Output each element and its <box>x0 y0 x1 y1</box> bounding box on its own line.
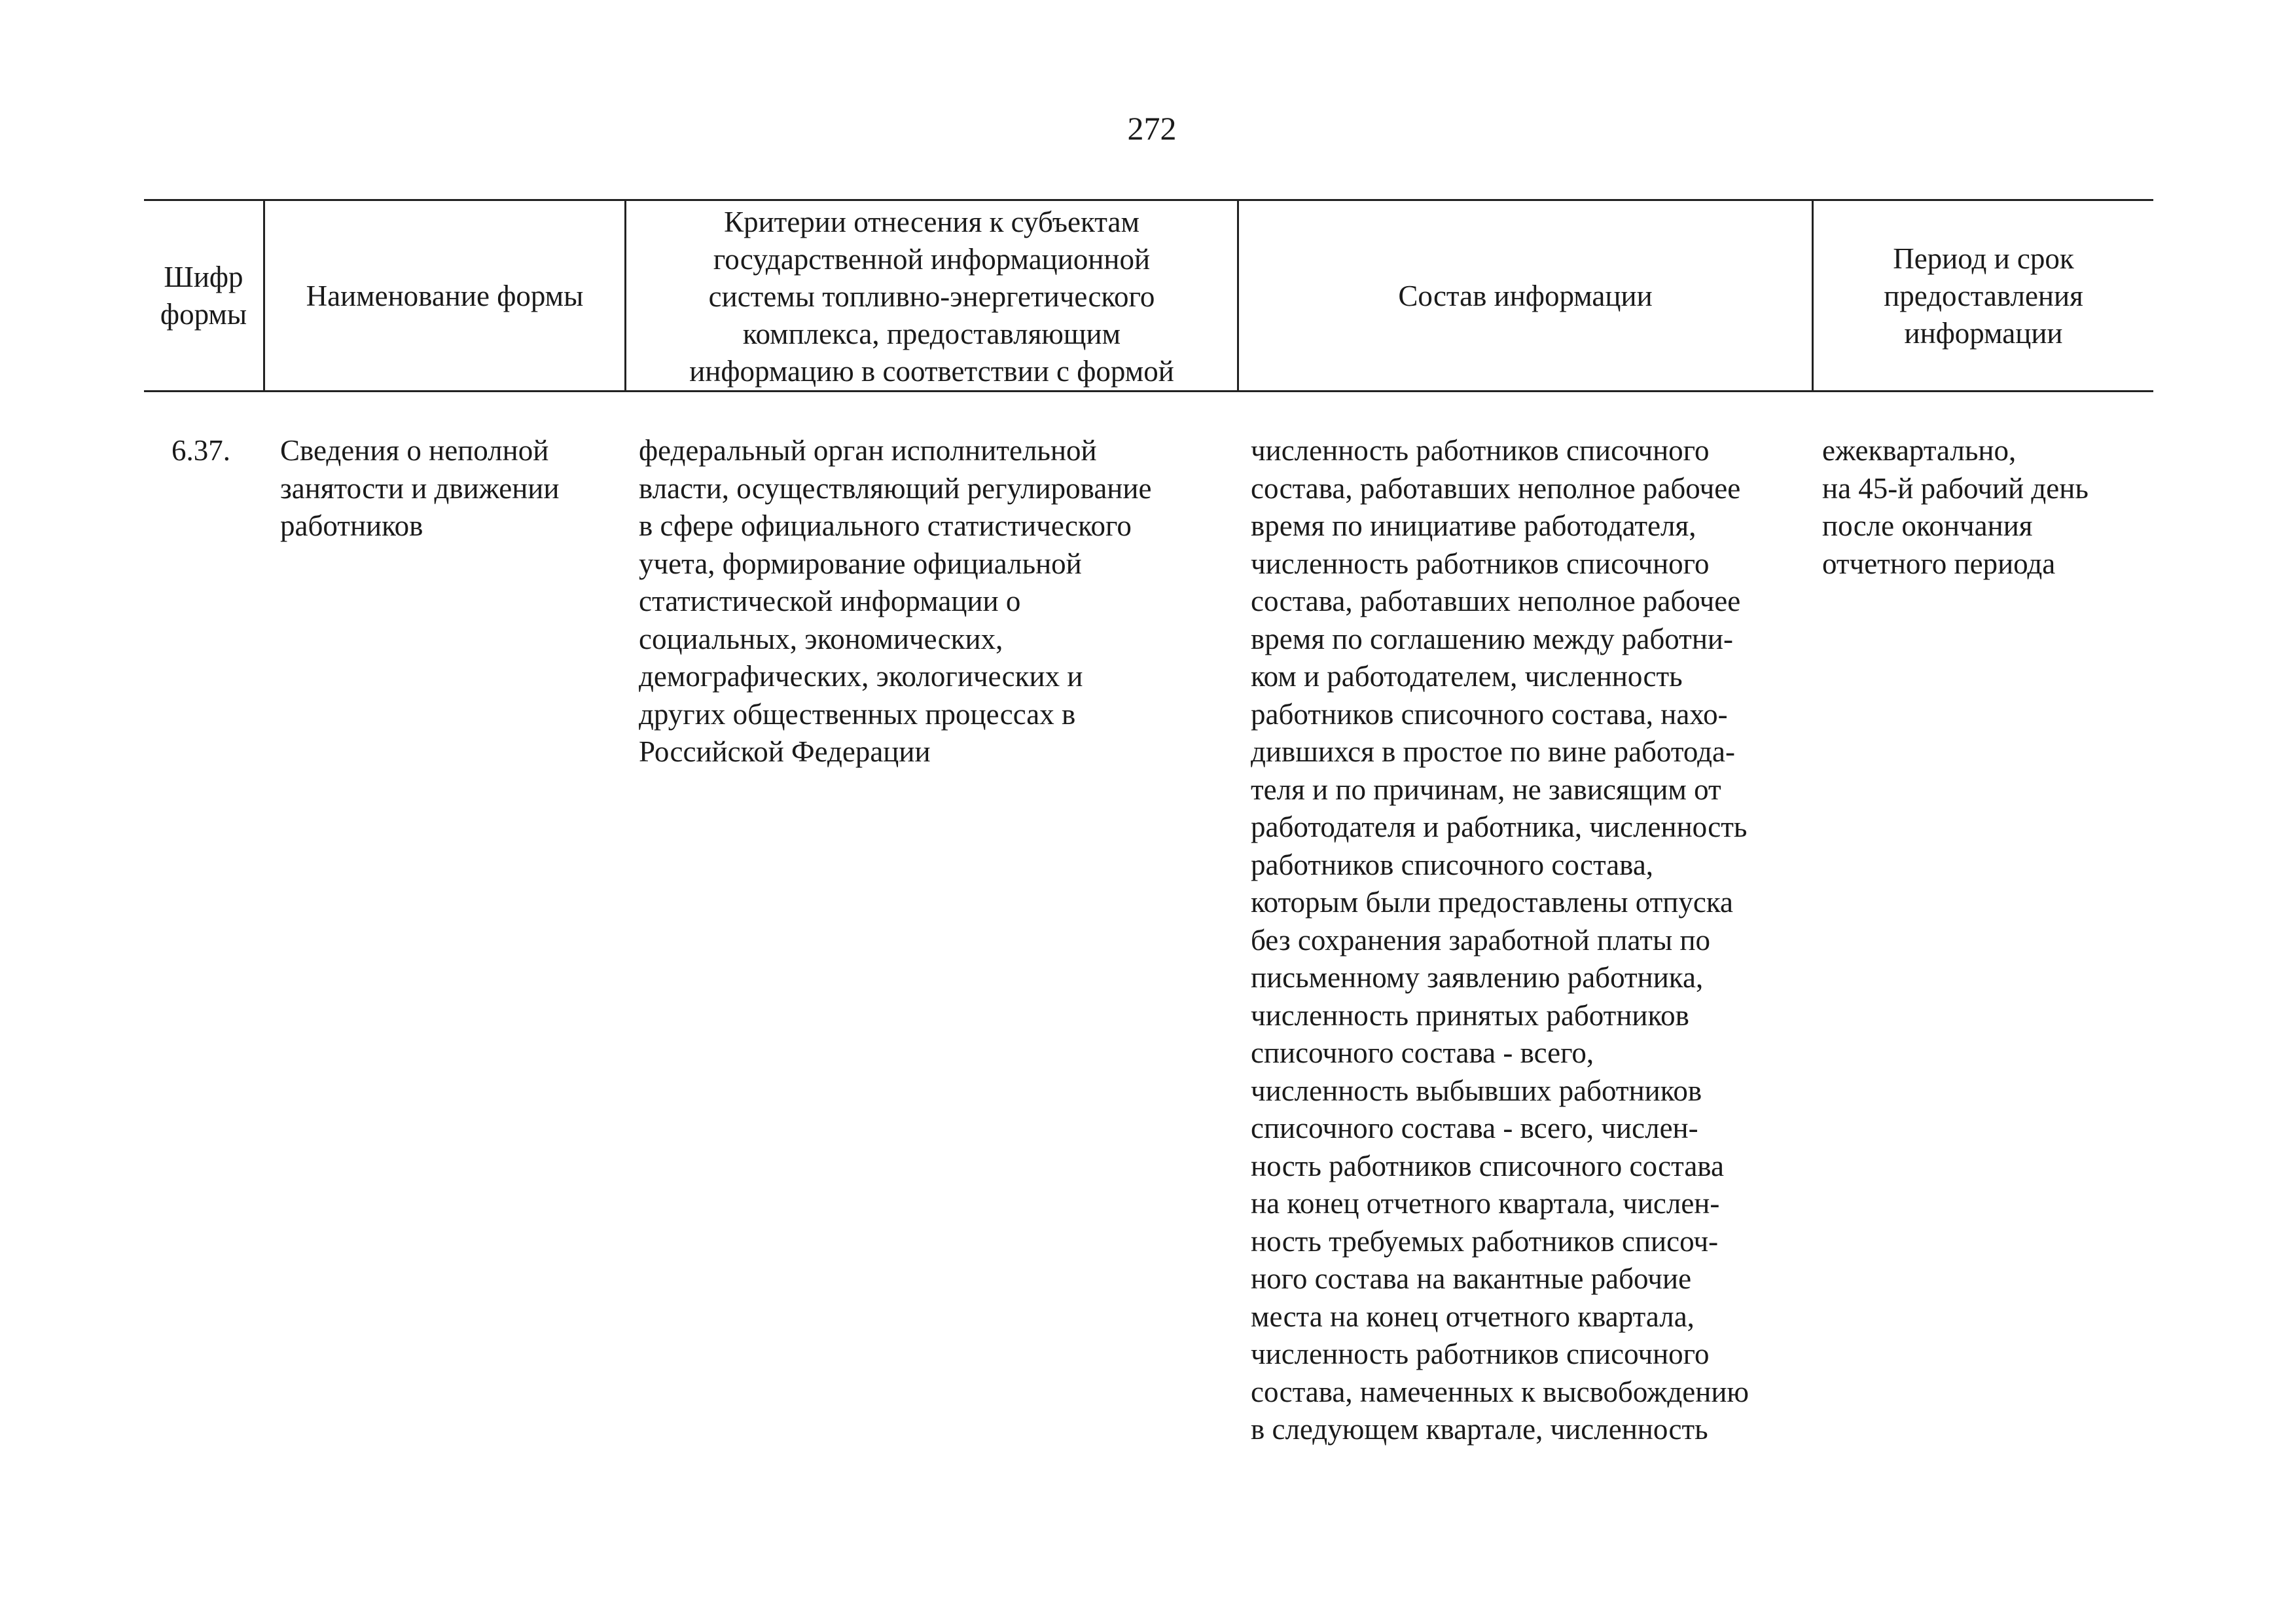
row-content: численность работников списочного состава, работавших неполное рабочее время по инициативе работодателя, численность работников списочного состава, работавших неполное рабочее время по соглашению между работни- ком и работодателем, численность работников списочного состава, нахо- дившихся в простое по вине работода- теля и по причинам, не зависящим от работодателя и работника, численность работников списочного состава, которым были предоставлены отпуска без сохранения заработной платы по письменному заявлению работника, численность принятых работников списочного состава - всего, численность выбывших работников списочного состава - всего, числен- ность работников списочного состава на конец отчетного квартала, числен- ность требуемых работников списоч- ного состава на вакантные рабочие места на конец отчетного квартала, численность работников списочного состава, намеченных к высвобождению в следующем квартале, численность <box>1251 434 1749 1446</box>
row-period: ежеквартально, на 45-й рабочий день после окончания отчетного периода <box>1822 434 2089 580</box>
header-period: Период и срок предоставления информации <box>1884 242 2083 350</box>
row-criteria: федеральный орган исполнительной власти, осуществляющий регулирование в сфере официального статистического учета, формирование официальной статистической информации о социальных, экономических, демографических, экологических и других общественных процессах в Российской Федерации <box>639 434 1152 768</box>
row-code: 6.37. <box>171 434 230 467</box>
header-criteria: Критерии отнесения к субъектам государственной информационной системы топливно-энергетического комплекса, предоставляющим информацию в соответствии с формой <box>689 206 1174 388</box>
header-content: Состав информации <box>1398 279 1653 312</box>
header-form-name: Наименование формы <box>306 279 584 312</box>
header-code: Шифр формы <box>160 261 247 331</box>
row-form-name: Сведения о неполной занятости и движении работников <box>280 434 560 542</box>
page-number: 272 <box>1127 110 1177 147</box>
